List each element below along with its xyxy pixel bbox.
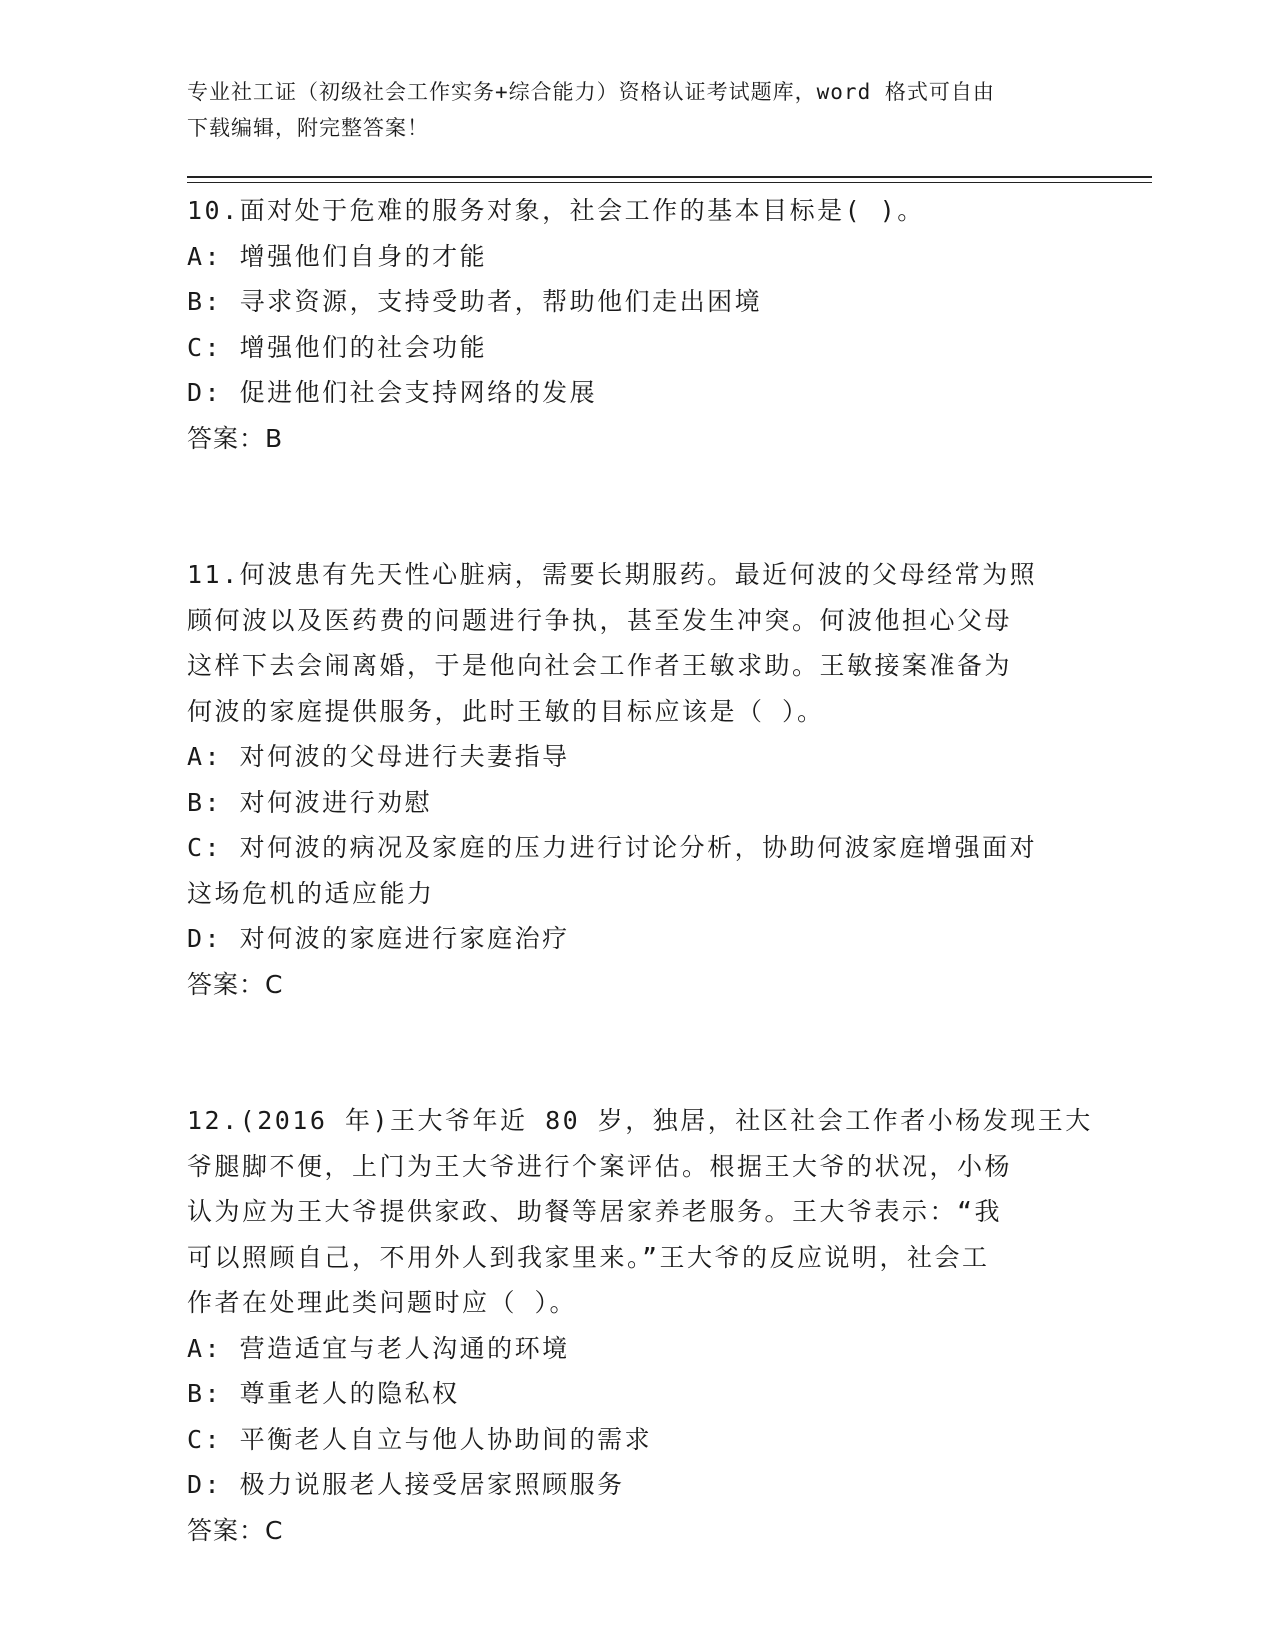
question-stem: 何波的家庭提供服务，此时王敏的目标应该是（ ）。: [187, 696, 825, 726]
question-12: [187, 1098, 1093, 1553]
question-list: [187, 188, 1093, 1553]
option-b: B: 寻求资源，支持受助者，帮助他们走出困境: [187, 287, 763, 316]
answer-line: 答案：C: [187, 969, 284, 999]
document-header: [187, 74, 1087, 146]
option-a: A: 增强他们自身的才能: [187, 241, 488, 271]
option-b: B: 对何波进行劝慰: [187, 787, 433, 817]
header-divider-thin: [187, 182, 1152, 183]
question-stem: 11.何波患有先天性心脏病，需要长期服药。最近何波的父母经常为照: [187, 560, 1038, 589]
option-d: D: 对何波的家庭进行家庭治疗: [187, 924, 570, 953]
header-divider-thick: [187, 176, 1152, 178]
question-stem: 认为应为王大爷提供家政、助餐等居家养老服务。王大爷表示：“我: [187, 1197, 1003, 1226]
question-stem: 10.面对处于危难的服务对象，社会工作的基本目标是( )。: [187, 196, 925, 225]
question-stem: 这样下去会闹离婚，于是他向社会工作者王敏求助。王敏接案准备为: [187, 651, 1013, 680]
question-11: [187, 552, 1087, 1007]
option-b: B: 尊重老人的隐私权: [187, 1379, 460, 1408]
option-c-continued: 这场危机的适应能力: [187, 878, 435, 908]
header-line-1: 专业社工证（初级社会工作实务+综合能力）资格认证考试题库，word 格式可自由: [187, 80, 995, 104]
option-a: A: 对何波的父母进行夫妻指导: [187, 742, 570, 771]
question-spacer: [187, 461, 1087, 552]
question-stem: 作者在处理此类问题时应（ ）。: [187, 1288, 578, 1317]
answer-line: 答案：C: [187, 1515, 284, 1545]
question-stem: 顾何波以及医药费的问题进行争执，甚至发生冲突。何波他担心父母: [187, 605, 1013, 635]
option-d: D: 促进他们社会支持网络的发展: [187, 378, 598, 407]
option-c: C: 增强他们的社会功能: [187, 332, 488, 362]
header-line-2: 下载编辑，附完整答案！: [187, 116, 429, 140]
question-spacer: [187, 1007, 1087, 1098]
question-stem: 可以照顾自己，不用外人到我家里来。”王大爷的反应说明，社会工: [187, 1242, 990, 1272]
option-a: A: 营造适宜与老人沟通的环境: [187, 1333, 570, 1363]
question-stem: 12.(2016 年)王大爷年近 80 岁，独居，社区社会工作者小杨发现王大: [187, 1106, 1093, 1135]
question-stem: 爷腿脚不便，上门为王大爷进行个案评估。根据王大爷的状况，小杨: [187, 1151, 1013, 1181]
option-c: C: 对何波的病况及家庭的压力进行讨论分析，协助何波家庭增强面对: [187, 833, 1038, 862]
option-d: D: 极力说服老人接受居家照顾服务: [187, 1470, 625, 1499]
question-10: [187, 188, 1087, 461]
option-c: C: 平衡老人自立与他人协助间的需求: [187, 1424, 653, 1454]
answer-line: 答案：B: [187, 423, 284, 453]
